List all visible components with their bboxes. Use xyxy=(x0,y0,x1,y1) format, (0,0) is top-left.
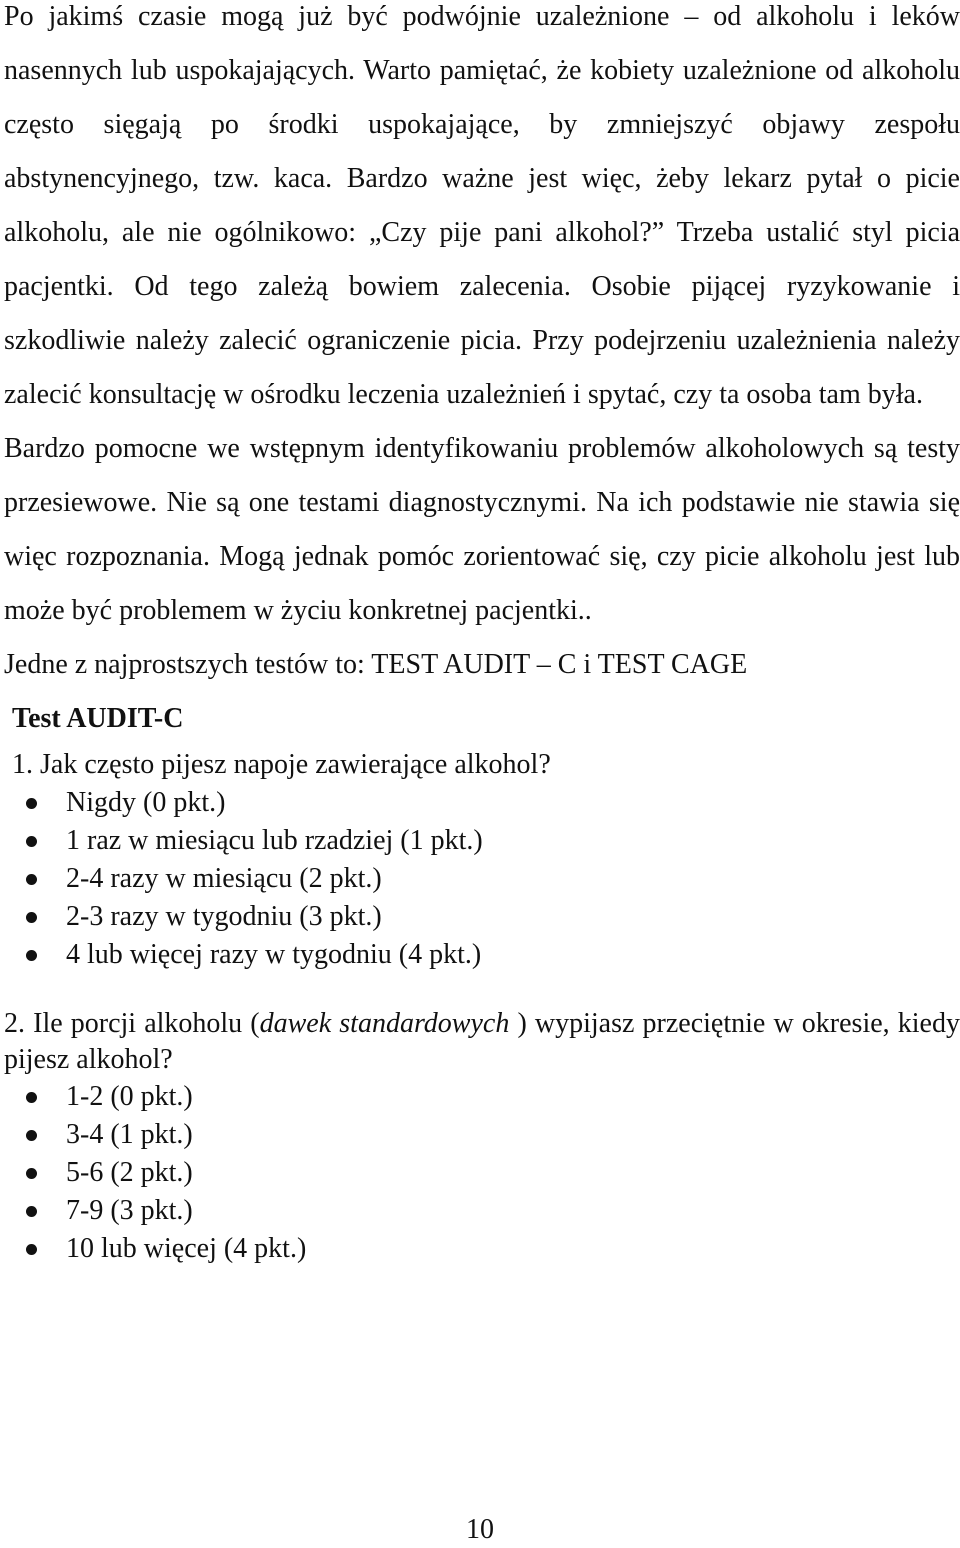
list-item xyxy=(4,1154,960,1192)
bullet-icon xyxy=(26,912,37,923)
option-label: 3-4 (1 pkt.) xyxy=(66,1119,193,1150)
bullet-icon xyxy=(26,874,37,885)
bullet-icon xyxy=(26,1244,37,1255)
option-label: 5-6 (2 pkt.) xyxy=(66,1157,193,1188)
list-item xyxy=(4,936,960,974)
bullet-icon xyxy=(26,836,37,847)
list-item xyxy=(4,784,960,822)
list-item xyxy=(4,1078,960,1116)
option-label: 2-3 razy w tygodniu (3 pkt.) xyxy=(66,901,382,932)
question-2-emphasis: dawek standardowych xyxy=(259,1008,510,1039)
question-2-suffix: ) wypijasz przeciętnie w okresie, kiedy pijesz alkohol? xyxy=(4,1008,960,1075)
list-item xyxy=(4,898,960,936)
tests-intro: Jedne z najprostszych testów to: TEST AUDIT – C i TEST CAGE xyxy=(4,649,748,680)
list-item xyxy=(4,1116,960,1154)
option-label: Nigdy (0 pkt.) xyxy=(66,787,226,818)
bullet-icon xyxy=(26,950,37,961)
test-title: Test AUDIT-C xyxy=(12,703,184,734)
bullet-icon xyxy=(26,798,37,809)
option-label: 7-9 (3 pkt.) xyxy=(66,1195,193,1226)
page-number: 10 xyxy=(466,1514,494,1545)
option-label: 10 lub więcej (4 pkt.) xyxy=(66,1233,307,1264)
list-item xyxy=(4,1192,960,1230)
bullet-icon xyxy=(26,1092,37,1103)
list-item xyxy=(4,860,960,898)
option-label: 2-4 razy w miesiącu (2 pkt.) xyxy=(66,863,382,894)
bullet-icon xyxy=(26,1168,37,1179)
list-item xyxy=(4,822,960,860)
question-2 xyxy=(4,1006,960,1078)
question-2-options xyxy=(4,1078,960,1268)
question-1: 1. Jak często pijesz napoje zawierające alkohol? xyxy=(12,749,551,780)
question-2-prefix: 2. Ile porcji alkoholu ( xyxy=(4,1008,260,1039)
paragraph-2: Bardzo pomocne we wstępnym identyfikowaniu problemów alkoholowych są testy przesiewowe. Nie są one testami diagnostycznymi. Na ich podstawie nie stawia się więc rozpoznania. Mogą jednak pomóc zorientować się, czy picie alkoholu jest lub może być problemem w życiu konkretnej pacjentki.. xyxy=(4,433,960,626)
bullet-icon xyxy=(26,1130,37,1141)
question-1-options xyxy=(4,784,960,974)
document-page xyxy=(4,0,960,1268)
paragraph-1: Po jakimś czasie mogą już być podwójnie uzależnione – od alkoholu i leków nasennych lub uspokajających. Warto pamiętać, że kobiety uzależnione od alkoholu często sięgają po środki uspokajające, by zmniejszyć objawy zespołu abstynencyjnego, tzw. kaca. Bardzo ważne jest więc, żeby lekarz pytał o picie alkoholu, ale nie ogólnikowo: „Czy pije pani alkohol?” Trzeba ustalić styl picia pacjentki. Od tego zależą bowiem zalecenia. Osobie pijącej ryzykowanie i szkodliwie należy zalecić ograniczenie picia. Przy podejrzeniu uzależnienia należy zalecić konsultację w ośrodku leczenia uzależnień i spytać, czy ta osoba tam była. xyxy=(4,1,960,410)
list-item xyxy=(4,1230,960,1268)
option-label: 4 lub więcej razy w tygodniu (4 pkt.) xyxy=(66,939,482,970)
option-label: 1 raz w miesiącu lub rzadziej (1 pkt.) xyxy=(66,825,483,856)
bullet-icon xyxy=(26,1206,37,1217)
option-label: 1-2 (0 pkt.) xyxy=(66,1081,193,1112)
